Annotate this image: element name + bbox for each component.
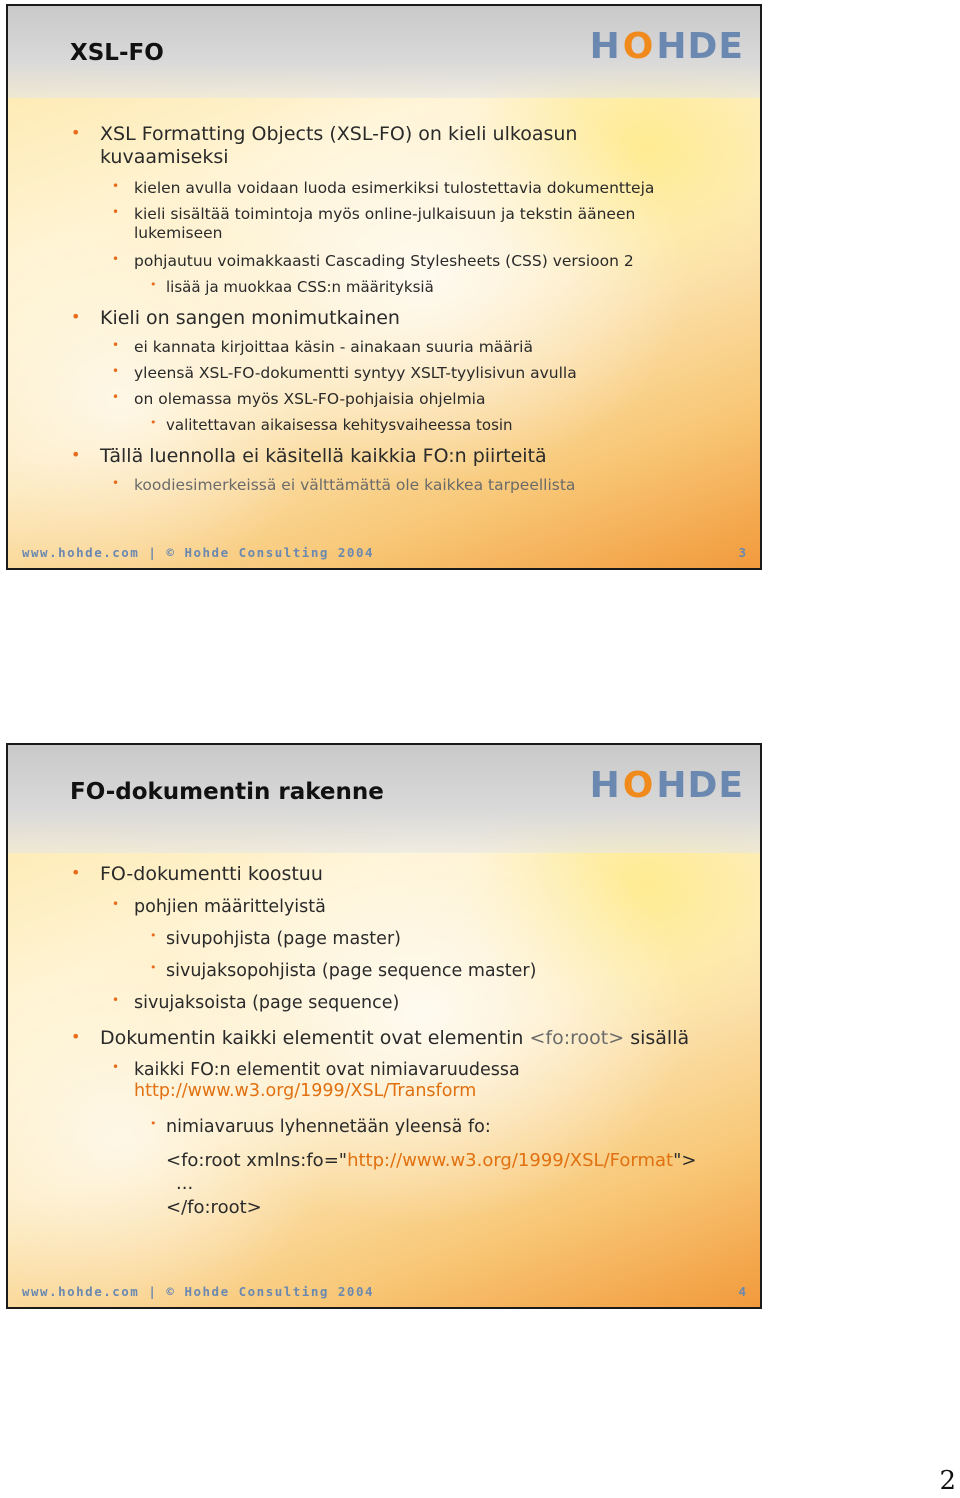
- footer-text: www.hohde.com | © Hohde Consulting 2004: [22, 1284, 374, 1299]
- bullet-level3: • valitettavan aikaisessa kehitysvaiheessa tosin: [166, 416, 513, 434]
- slide-3: [6, 4, 762, 570]
- bullet-level3: • sivupohjista (page master): [166, 929, 401, 950]
- slide-number: 3: [738, 545, 746, 560]
- slide-footer: [22, 1284, 746, 1299]
- bullet-level3: • nimiavaruus lyhennetään yleensä fo:: [166, 1117, 491, 1138]
- hohde-logo: H O HDE: [589, 26, 744, 67]
- bullet-level2: • yleensä XSL-FO-dokumentti syntyy XSLT-tyylisivun avulla: [134, 364, 577, 383]
- bullet-level2: • sivujaksoista (page sequence): [134, 993, 399, 1014]
- bullet-level1: • FO-dokumentti koostuu: [100, 863, 323, 886]
- slide-4: [6, 743, 762, 1309]
- bullet-level1: • XSL Formatting Objects (XSL-FO) on kieli ulkoasun kuvaamiseksi: [100, 123, 620, 169]
- bullet-level1: • Kieli on sangen monimutkainen: [100, 307, 400, 330]
- bullet-level2: • on olemassa myös XSL-FO-pohjaisia ohjelmia: [134, 390, 485, 409]
- bullet-level2: • pohjautuu voimakkaasti Cascading Stylesheets (CSS) versioon 2: [134, 252, 634, 271]
- slide-footer: [22, 545, 746, 560]
- bullet-level2: • kieli sisältää toimintoja myös online-julkaisuun ja tekstin ääneen lukemiseen: [134, 205, 654, 242]
- bullet-level1: • Tällä luennolla ei käsitellä kaikkia FO:n piirteitä: [100, 445, 547, 468]
- bullet-level2: • kaikki FO:n elementit ovat nimiavaruudessa http://www.w3.org/1999/XSL/Transform: [134, 1060, 520, 1102]
- slide-number: 4: [738, 1284, 746, 1299]
- bullet-level2: • pohjien määrittelyistä: [134, 897, 326, 918]
- format-namespace-link[interactable]: http://www.w3.org/1999/XSL/Format: [347, 1150, 674, 1171]
- slide-title: XSL-FO: [70, 40, 164, 66]
- namespace-link[interactable]: http://www.w3.org/1999/XSL/Transform: [134, 1081, 477, 1101]
- page-number: 2: [939, 1466, 956, 1496]
- bullet-level2: • ei kannata kirjoittaa käsin - ainakaan suuria määriä: [134, 338, 533, 357]
- code-example: <fo:root xmlns:fo="http://www.w3.org/1999/XSL/Format"> ... </fo:root>: [166, 1150, 697, 1218]
- bullet-level3: • lisää ja muokkaa CSS:n määrityksiä: [166, 278, 434, 296]
- footer-text: www.hohde.com | © Hohde Consulting 2004: [22, 545, 374, 560]
- slide-title: FO-dokumentin rakenne: [70, 779, 384, 805]
- bullet-level2: • kielen avulla voidaan luoda esimerkiksi tulostettavia dokumentteja: [134, 179, 654, 198]
- bullet-level1: • Dokumentin kaikki elementit ovat elementin <fo:root> sisällä: [100, 1027, 689, 1050]
- bullet-level3: • sivujaksopohjista (page sequence master): [166, 961, 536, 982]
- fo-root-tag: <fo:root>: [529, 1027, 625, 1049]
- hohde-logo: H O HDE: [589, 765, 744, 806]
- bullet-level2: • koodiesimerkeissä ei välttämättä ole kaikkea tarpeellista: [134, 476, 575, 495]
